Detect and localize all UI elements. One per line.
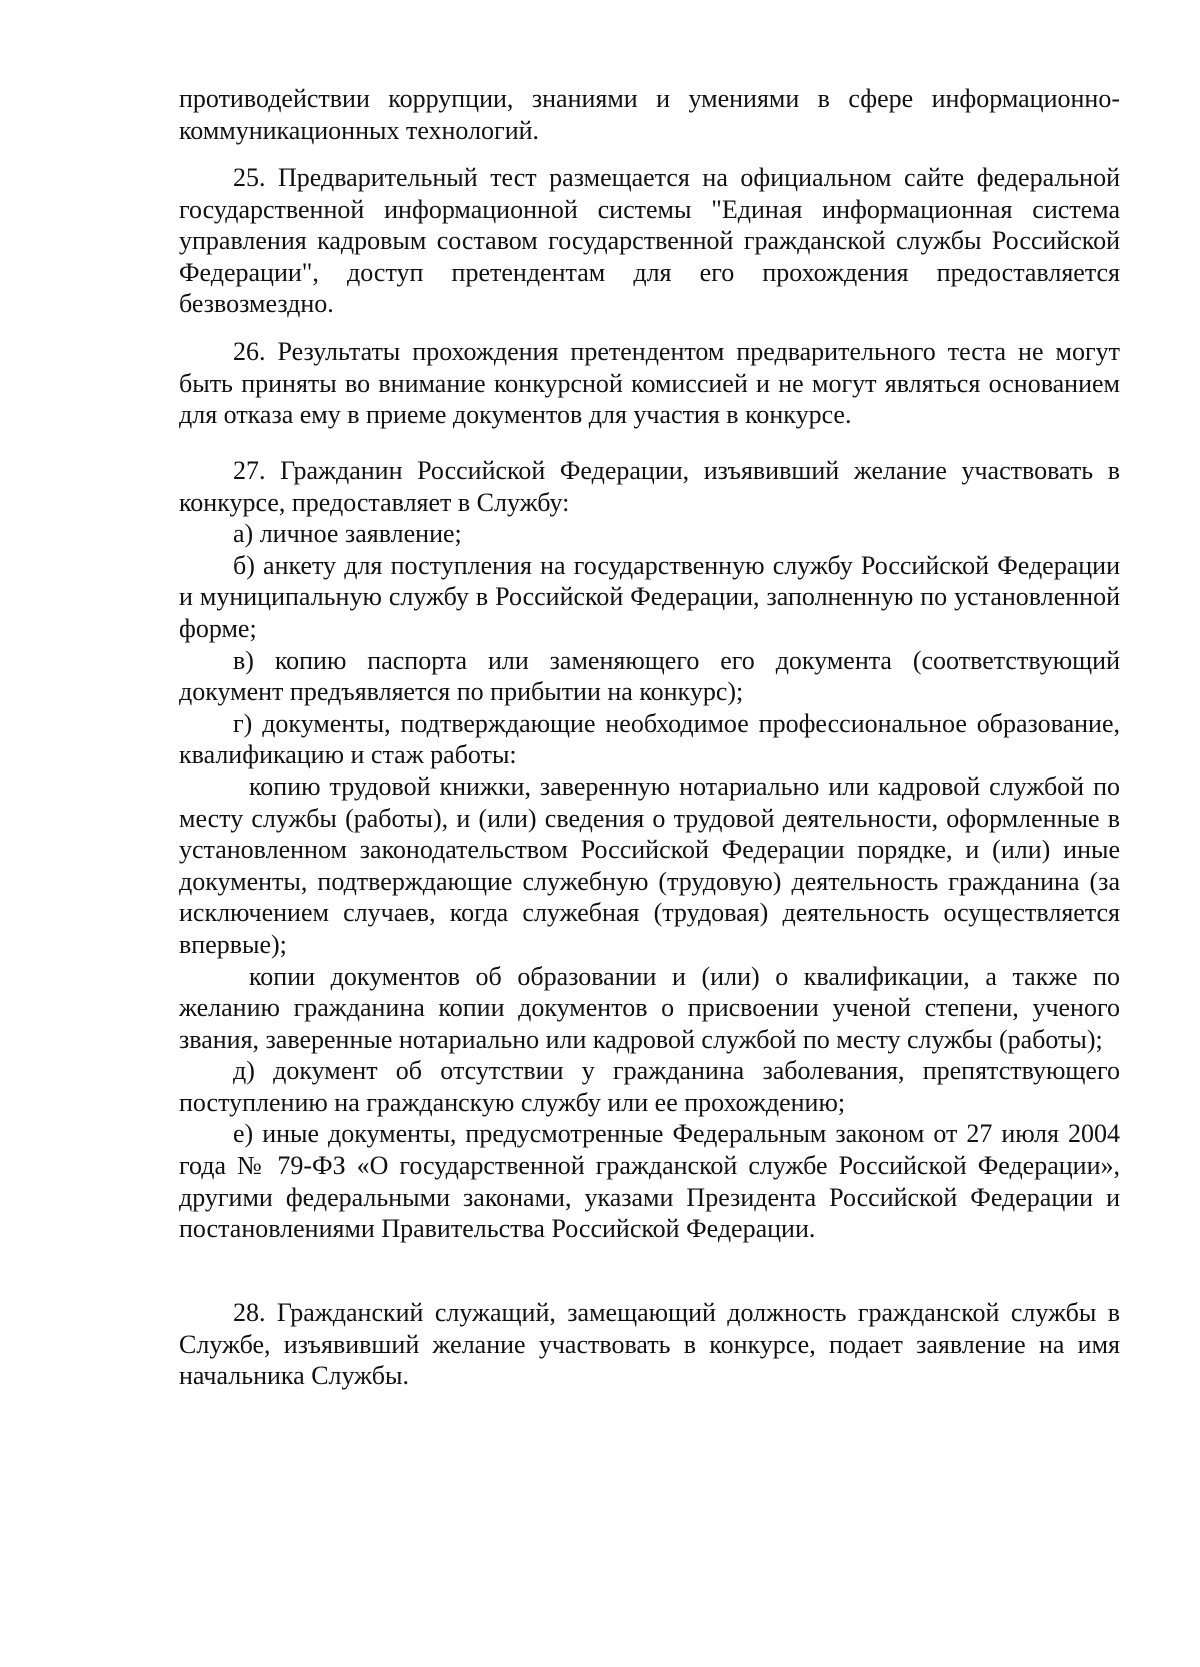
paragraph-28: 28. Гражданский служащий, замещающий должность гражданской службы в Службе, изъявивший желание участвовать в конкурсе, подает заявление на имя начальника Службы. [179, 1298, 1120, 1391]
paragraph-25: 25. Предварительный тест размещается на официальном сайте федеральной государственной информационной системы "Единая информационная система управления кадровым составом государственной гражданской службы Российской Федерации", доступ претендентам для его прохождения предоставляется безвозмездно. [179, 163, 1120, 319]
text-continuation [179, 83, 1120, 146]
list-item-b: б) анкету для поступления на государственную службу Российской Федерации и муниципальную службу в Российской Федерации, заполненную по установленной форме; [179, 550, 1120, 643]
list-item-g-sub1: копию трудовой книжки, заверенную нотариально или кадровой службой по месту службы (работы), и (или) сведения о трудовой деятельности, оформленные в установленном законодательством Российской Федерации порядке, и (или) иные документы, подтверждающие служебную (трудовую) деятельность гражданина (за исключением случаев, когда служебная (трудовая) деятельность осуществляется впервые); [179, 771, 1120, 959]
list-item-a: а) личное заявление; [233, 519, 462, 549]
section-25 [179, 162, 1120, 320]
continuation-paragraph: противодействии коррупции, знаниями и умениями в сфере информационно-коммуникационных технологий. [179, 84, 1120, 145]
section-28 [179, 1297, 1120, 1392]
list-item-v: в) копию паспорта или заменяющего его документа (соответствующий документ предъявляется по прибытии на конкурс); [179, 645, 1120, 707]
section-26 [179, 336, 1120, 431]
list-item-g-sub2: копии документов об образовании и (или) о квалификации, а также по желанию гражданина копии документов о присвоении ученой степени, ученого звания, заверенные нотариально или кадровой службой по месту службы (работы); [179, 961, 1120, 1054]
list-item-d: д) документ об отсутствии у гражданина заболевания, препятствующего поступлению на гражданскую службу или ее прохождению; [179, 1056, 1120, 1117]
list-item-e: е) иные документы, предусмотренные Федеральным законом от 27 июля 2004 года № 79-ФЗ «О государственной гражданской службе Российской Федерации», другими федеральными законами, указами Президента Российской Федерации и постановлениями Правительства Российской Федерации. [179, 1119, 1120, 1244]
paragraph-26: 26. Результаты прохождения претендентом предварительного теста не могут быть приняты во внимание конкурсной комиссией и не могут являться основанием для отказа ему в приеме документов для участия в конкурсе. [179, 337, 1120, 430]
paragraph-27-intro: 27. Гражданин Российской Федерации, изъявивший желание участвовать в конкурсе, предоставляет в Службу: [179, 456, 1120, 517]
list-item-g: г) документы, подтверждающие необходимое профессиональное образование, квалификацию и стаж работы: [179, 708, 1120, 770]
section-27 [179, 455, 1120, 1245]
